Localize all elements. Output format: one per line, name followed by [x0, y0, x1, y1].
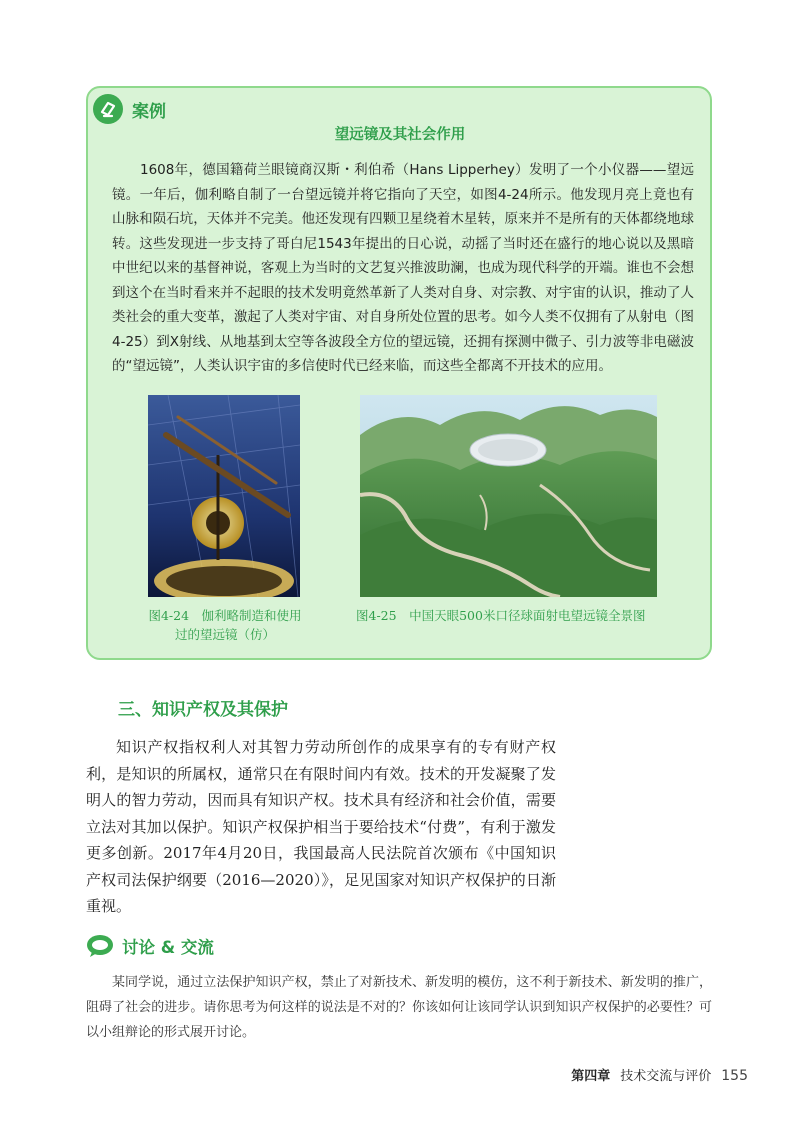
figure-4-24-caption — [140, 606, 310, 644]
section-paragraph: 知识产权指权利人对其智力劳动所创作的成果享有的专有财产权利，是知识的所属权，通常只在有限时间内有效。技术的开发凝聚了发明人的智力劳动，因而具有知识产权。技术具有经济和社会价值，需要立法对其加以保护。知识产权保护相当于要给技术“付费”，有利于激发更多创新。2017年4月20日，我国最高人民法院首次颁布《中国知识产权司法保护纲要（2016—2020）》，足见国家对知识产权保护的日渐重视。 — [86, 738, 556, 915]
page-footer — [571, 1065, 748, 1084]
case-paragraph: 1608年，德国籍荷兰眼镜商汉斯・利伯希（Hans Lipperhey）发明了一个小仪器——望远镜。一年后，伽利略自制了一台望远镜并将它指向了天空，如图4-24所示。他发现月亮上竟也有山脉和陨石坑，天体并不完美。他还发现有四颗卫星绕着木星转，原来并不是所有的天体都绕地球转。这些发现进一步支持了哥白尼1543年提出的日心说，动摇了当时还在盛行的地心说以及黑暗中世纪以来的基督神说，客观上为当时的文艺复兴推波助澜，也成为现代科学的开端。谁也不会想到这个在当时看来并不起眼的技术发明竟然革新了人类对自身、对宗教、对宇宙的认识，推动了人类社会的重大变革，激起了人类对宇宙、对自身所处位置的思考。如今人类不仅拥有了从射电（图4-25）到X射线、从地基到太空等各波段全方位的望远镜，还拥有探测中微子、引力波等非电磁波的“望远镜”，人类认识宇宙的多信使时代已经来临，而这些全都离不开技术的应用。 — [112, 162, 694, 374]
section-body — [86, 734, 556, 920]
case-label: 案例 — [132, 102, 166, 122]
discussion-text — [86, 970, 712, 1045]
page-number: 155 — [721, 1068, 748, 1084]
figure-4-24-caption-line1: 图4-24 伽利略制造和使用 — [148, 608, 302, 623]
section-title: 三、知识产权及其保护 — [118, 700, 288, 720]
case-icon — [93, 94, 123, 124]
discussion-label: 讨论 & 交流 — [122, 938, 214, 957]
footer-chapter: 第四章 — [571, 1069, 611, 1084]
footer-chapter-title: 技术交流与评价 — [620, 1069, 712, 1084]
fast-telescope-image — [360, 395, 657, 597]
discussion-paragraph: 某同学说，通过立法保护知识产权，禁止了对新技术、新发明的模仿，这不利于新技术、新发明的推广，阻碍了社会的进步。请你思考为何这样的说法是不对的？你该如何让该同学认识到知识产权保护的必要性？可以小组辩论的形式展开讨论。 — [86, 975, 712, 1040]
figure-4-24-caption-line2: 过的望远镜（仿） — [174, 627, 275, 642]
discussion-icon — [86, 934, 114, 958]
figure-4-25-caption: 图4-25 中国天眼500米口径球面射电望远镜全景图 — [356, 608, 646, 623]
case-text — [112, 158, 694, 379]
case-title: 望远镜及其社会作用 — [334, 127, 466, 143]
galileo-telescope-image — [148, 395, 300, 597]
